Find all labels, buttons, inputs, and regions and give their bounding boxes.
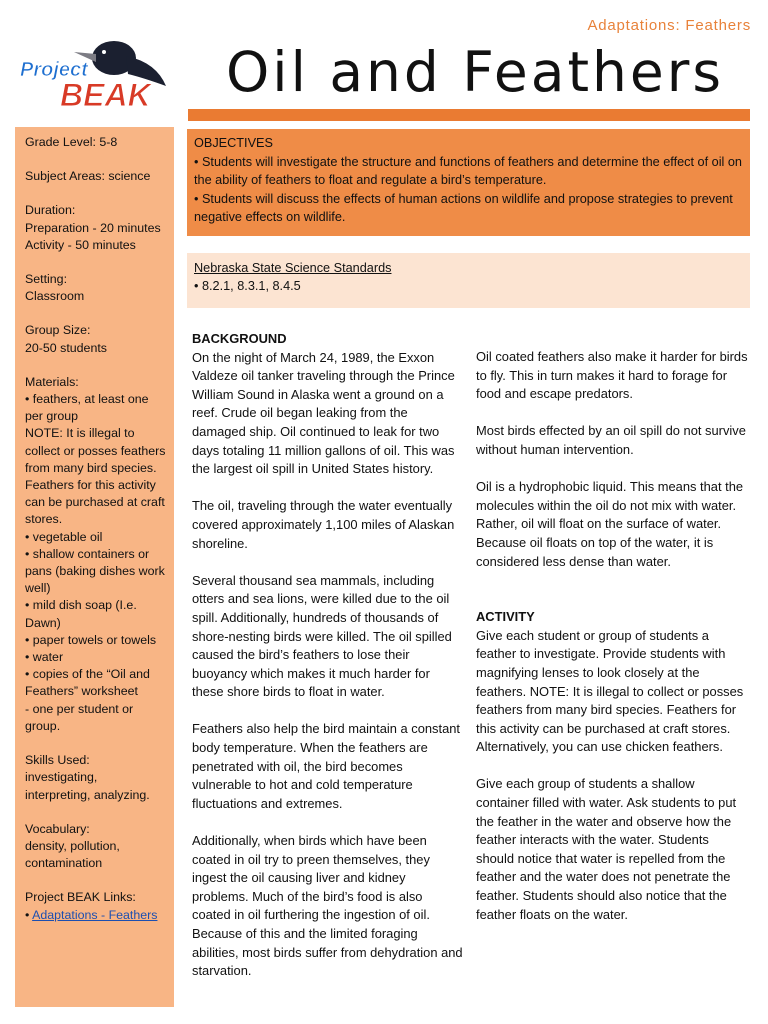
- link-bullet: •: [25, 907, 33, 922]
- skills-value: investigating, interpreting, analyzing.: [25, 770, 150, 802]
- materials-item: - one per student or group.: [25, 701, 134, 733]
- materials-item: • water: [25, 650, 64, 665]
- vocabulary-label: Vocabulary:: [25, 821, 90, 836]
- materials-list: [25, 374, 166, 735]
- duration-label: Duration:: [25, 203, 76, 218]
- vocabulary-value: density, pollution, contamination: [25, 838, 120, 871]
- background-paragraph: Several thousand sea mammals, including otters and sea lions, were killed due to the oil spill. Additionally, hundreds of thousands of shore-nesting birds were killed. The oil spilled caused the bird’s feathers to lose their buoyancy which makes it much harder for these shore birds to float in water.: [192, 572, 452, 700]
- background-paragraph: Oil coated feathers also make it harder for birds to fly. This in turn makes it hard to forage for food and escape predators.: [476, 349, 748, 402]
- objectives-box: [187, 129, 750, 236]
- background-paragraph: Feathers also help the bird maintain a constant body temperature. When the feathers are penetrated with oil, the bird becomes vulnerable to hot and cold temperature fluctuations and extremes.: [192, 721, 460, 811]
- background-paragraph: The oil, traveling through the water eventually covered approximately 1,100 miles of Alaskan shoreline.: [192, 498, 455, 551]
- duration-activity: Activity - 50 minutes: [25, 237, 136, 252]
- materials-item: • copies of the “Oil and Feathers” worksheet: [25, 667, 150, 699]
- skills-label: Skills Used:: [25, 753, 90, 768]
- background-paragraph: On the night of March 24, 1989, the Exxon Valdeze oil tanker traveling through the Prince William Sound in Alaska went a ground on a reef. Crude oil began leaking from the damaged ship. Oil continued to leak for two days totaling 11 million gallons of oil. This was the largest oil spill in United States history.: [192, 349, 455, 477]
- background-paragraph: Most birds effected by an oil spill do not survive without human intervention.: [476, 423, 746, 457]
- duration-prep: Preparation - 20 minutes: [25, 220, 161, 235]
- objectives-heading: OBJECTIVES: [194, 136, 273, 150]
- materials-item: • mild dish soap (I.e. Dawn): [25, 598, 137, 630]
- setting-label: Setting:: [25, 272, 68, 287]
- materials-item: NOTE: It is illegal to collect or posses feathers from many bird species. Feathers for this activity can be purchased at craft stores.: [25, 426, 166, 527]
- background-paragraph: Oil is a hydrophobic liquid. This means that the molecules within the oil do not mix with water. Rather, oil will float on the surface of water. Because oil floats on top of the water, it is considered less dense than water.: [476, 479, 744, 569]
- materials-label: Materials:: [25, 374, 79, 389]
- links-label: Project BEAK Links:: [25, 890, 136, 905]
- title-underline-bar: [188, 109, 750, 121]
- series-label: Adaptations: Feathers: [587, 17, 751, 34]
- page-title: Oil and Feathers: [226, 40, 724, 104]
- project-beak-logo: [16, 34, 184, 116]
- standards-heading: Nebraska State Science Standards: [194, 261, 392, 275]
- activity-paragraph: Give each student or group of students a feather to investigate. Provide students with magnifying lenses to look closely at the feathers. NOTE: It is illegal to collect or posses feathers from many bird species. Feathers for this activity can be purchased at craft stores. Alternatively, you can use chicken feathers.: [476, 627, 744, 755]
- logo-text-beak: BEAK: [60, 77, 151, 113]
- materials-item: • feathers, at least one per group: [25, 392, 149, 424]
- activity-heading: ACTIVITY: [476, 609, 535, 625]
- subject-areas: Subject Areas: science: [25, 169, 151, 184]
- setting-value: Classroom: [25, 289, 85, 304]
- objective-item: • Students will discuss the effects of human actions on wildlife and propose strategies to prevent negative effects on wildlife.: [194, 191, 733, 225]
- right-column: [476, 348, 750, 943]
- background-heading: BACKGROUND: [192, 331, 287, 346]
- activity-paragraph: Give each group of students a shallow container filled with water. Ask students to put the feather in the water and observe how the feather interacts with the water. Students should notice that water is repelled from the feather and the water does not penetrate the feather. Students should also notice that the feather floats on the water.: [476, 776, 737, 922]
- standards-items: • 8.2.1, 8.3.1, 8.4.5: [194, 279, 301, 293]
- materials-item: • vegetable oil: [25, 529, 103, 544]
- grade-level: Grade Level: 5-8: [25, 135, 118, 149]
- materials-item: • paper towels or towels: [25, 632, 157, 647]
- group-size-value: 20-50 students: [25, 340, 107, 355]
- group-size-label: Group Size:: [25, 323, 91, 338]
- lesson-info-sidebar: [15, 127, 174, 1007]
- background-paragraph: Additionally, when birds which have been coated in oil try to preen themselves, they ingest the oil causing liver and kidney problems. Much of the bird’s food is also coated in oil furthering the ingestion of oil. Because of this and the limited foraging abilities, most birds suffer from dehydration and starvation.: [192, 833, 463, 979]
- materials-item: • shallow containers or pans (baking dishes work well): [25, 546, 165, 596]
- background-column: [192, 330, 464, 999]
- adaptations-feathers-link[interactable]: Adaptations - Feathers: [32, 907, 158, 922]
- objective-item: • Students will investigate the structure and functions of feathers and determine the effect of oil on the ability of feathers to float and regulate a bird’s temperature.: [194, 154, 742, 188]
- logo-text-project: Project: [20, 59, 88, 81]
- standards-box: [187, 253, 750, 308]
